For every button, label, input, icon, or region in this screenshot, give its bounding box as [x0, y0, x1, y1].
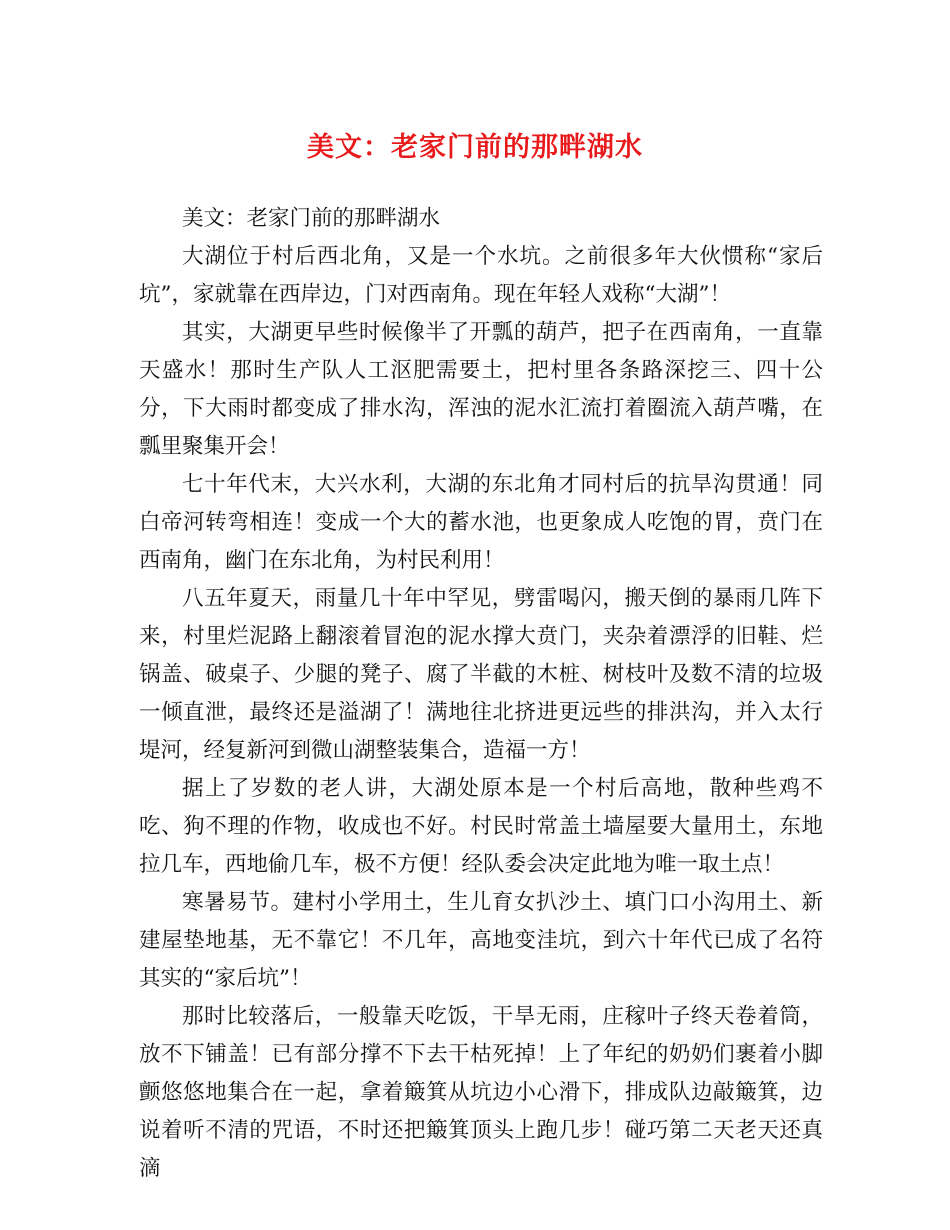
document-title: 美文：老家门前的那畔湖水 — [307, 132, 643, 163]
paragraph: 美文：老家门前的那畔湖水 — [182, 206, 441, 231]
paragraph: 大湖位于村后西北角，又是一个水坑。之前很多年大伙惯称“家后坑”，家就靠在西岸边，门对西南角。现在年轻人戏称“大湖”！ — [139, 244, 823, 307]
paragraph: 其实，大湖更早些时候像半了开瓢的葫芦，把子在西南角，一直靠天盛水！那时生产队人工沤肥需要土，把村里各条路深挖三、四十公分，下大雨时都变成了排水沟，浑浊的泥水汇流打着圈流入葫芦嘴，在瓢里聚集开会！ — [139, 320, 823, 459]
document-body — [139, 200, 823, 1188]
paragraph: 八五年夏天，雨量几十年中罕见，劈雷喝闪，搬天倒的暴雨几阵下来，村里烂泥路上翻滚着冒泡的泥水撑大贲门，夹杂着漂浮的旧鞋、烂锅盖、破桌子、少腿的凳子、腐了半截的木桩、树枝叶及数不清的垃圾一倾直泄，最终还是溢湖了！满地往北挤进更远些的排洪沟，并入太行堤河，经复新河到微山湖整装集合，造福一方！ — [139, 586, 823, 763]
paragraph: 七十年代末，大兴水利，大湖的东北角才同村后的抗旱沟贯通！同白帝河转弯相连！变成一个大的蓄水池，也更象成人吃饱的胃，贲门在西南角，幽门在东北角，为村民利用！ — [139, 472, 823, 573]
paragraph: 寒暑易节。建村小学用土，生儿育女扒沙土、填门口小沟用土、新建屋垫地基，无不靠它！不几年，高地变洼坑，到六十年代已成了名符其实的“家后坑”！ — [139, 890, 823, 991]
paragraph: 那时比较落后，一般靠天吃饭，干旱无雨，庄稼叶子终天卷着筒，放不下铺盖！已有部分撑不下去干枯死掉！上了年纪的奶奶们裹着小脚颤悠悠地集合在一起，拿着簸箕从坑边小心滑下，排成队边敲簸箕，边说着听不清的咒语，不时还把簸箕顶头上跑几步！碰巧第二天老天还真滴 — [139, 1004, 823, 1181]
paragraph: 据上了岁数的老人讲，大湖处原本是一个村后高地，散种些鸡不吃、狗不理的作物，收成也不好。村民时常盖土墙屋要大量用土，东地拉几车，西地偷几车，极不方便！经队委会决定此地为唯一取土点！ — [139, 776, 823, 877]
